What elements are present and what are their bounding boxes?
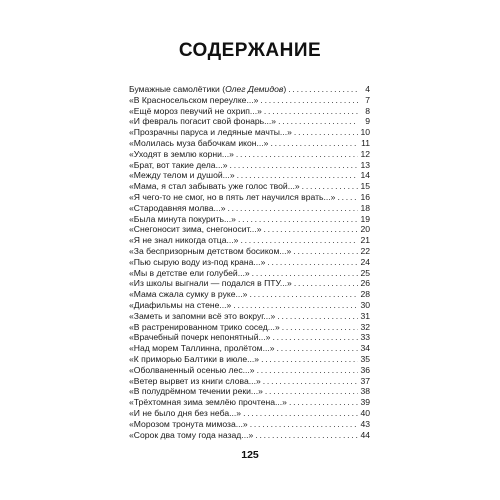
toc-entry-title: «И февраль погасит свой фонарь...» bbox=[129, 116, 277, 127]
toc-entry-title: «Диафильмы на стене...» bbox=[129, 299, 232, 310]
toc-entry-page: 44 bbox=[360, 429, 370, 440]
toc-entry-page: 13 bbox=[360, 159, 370, 170]
toc-entry-title: «Была минута покурить...» bbox=[129, 213, 236, 224]
toc-entry-title: «Ещё мороз певучий не охрип...» bbox=[129, 105, 262, 116]
toc-leader-dots bbox=[294, 127, 358, 138]
toc-entry-page: 37 bbox=[360, 375, 370, 386]
toc-entry bbox=[129, 332, 370, 343]
toc-entry-page: 22 bbox=[360, 245, 370, 256]
toc-entry bbox=[129, 224, 370, 235]
toc-leader-dots bbox=[263, 224, 358, 235]
toc-leader-dots bbox=[277, 311, 358, 322]
toc-entry bbox=[129, 397, 370, 408]
toc-entry-page: 30 bbox=[360, 299, 370, 310]
toc-leader-dots bbox=[282, 322, 358, 333]
toc-entry-page: 39 bbox=[360, 397, 370, 408]
toc-entry-title: «Мама сжала сумку в руке...» bbox=[129, 289, 248, 300]
toc-leader-dots bbox=[264, 106, 358, 117]
toc-entry-title: «Молилась муза бабочкам икон...» bbox=[129, 137, 269, 148]
toc-entry-page: 28 bbox=[360, 289, 370, 300]
toc-leader-dots bbox=[260, 95, 358, 106]
toc-entry-title: «Над морем Таллинна, пролётом...» bbox=[129, 343, 275, 354]
toc-entry-page: 15 bbox=[360, 181, 370, 192]
toc-entry-title: «В растренированном трико сосед...» bbox=[129, 321, 280, 332]
toc-entry-title: «Из школы выгнали — подался в ПТУ...» bbox=[129, 278, 292, 289]
toc-entry-page: 43 bbox=[360, 418, 370, 429]
toc-entry-page: 20 bbox=[360, 224, 370, 235]
toc-entry-page: 19 bbox=[360, 213, 370, 224]
toc-entry-title: «Снегоносит зима, снегоносит...» bbox=[129, 224, 262, 235]
toc-leader-dots bbox=[272, 332, 358, 343]
toc-entry-title: «Я не знал никогда отца...» bbox=[129, 235, 239, 246]
toc-entry-title: «К приморью Балтики в июле...» bbox=[129, 353, 260, 364]
toc-leader-dots bbox=[261, 354, 358, 365]
toc-entry bbox=[129, 257, 370, 268]
page-title: СОДЕРЖАНИЕ bbox=[178, 40, 322, 61]
toc-leader-dots bbox=[249, 289, 358, 300]
toc-leader-dots bbox=[294, 278, 358, 289]
toc-entry-page: 16 bbox=[360, 191, 370, 202]
toc-entry bbox=[129, 268, 370, 279]
toc-leader-dots bbox=[278, 116, 358, 127]
table-of-contents bbox=[129, 84, 370, 440]
toc-entry bbox=[129, 235, 370, 246]
toc-entry bbox=[129, 386, 370, 397]
toc-entry bbox=[129, 95, 370, 106]
toc-entry-page: 12 bbox=[360, 148, 370, 159]
toc-leader-dots bbox=[302, 181, 358, 192]
toc-entry bbox=[129, 192, 370, 203]
toc-entry-title: «Уходят в землю корни...» bbox=[129, 148, 234, 159]
toc-entry bbox=[129, 354, 370, 365]
toc-entry-title: «Прозрачны паруса и ледяные мачты...» bbox=[129, 127, 292, 138]
toc-entry bbox=[129, 246, 370, 257]
toc-leader-dots bbox=[230, 160, 358, 171]
toc-leader-dots bbox=[293, 246, 358, 257]
toc-entry-title: «Оболваненный осенью лес...» bbox=[129, 364, 255, 375]
toc-entry-author: Олег Демидов bbox=[225, 84, 284, 94]
toc-entry bbox=[129, 106, 370, 117]
toc-leader-dots bbox=[337, 192, 358, 203]
toc-entry bbox=[129, 149, 370, 160]
toc-leader-dots bbox=[238, 214, 358, 225]
toc-entry bbox=[129, 311, 370, 322]
toc-entry bbox=[129, 214, 370, 225]
toc-entry-title: «Врачебный почерк непонятный...» bbox=[129, 332, 271, 343]
toc-leader-dots bbox=[265, 386, 358, 397]
toc-leader-dots bbox=[257, 365, 358, 376]
page-number: 125 bbox=[241, 449, 259, 461]
toc-entry-page: 10 bbox=[360, 127, 370, 138]
toc-entry-title: «Сорок два тому года назад...» bbox=[129, 429, 254, 440]
toc-entry-title: «Брат, вот такие дела...» bbox=[129, 159, 228, 170]
toc-entry-page: 14 bbox=[360, 170, 370, 181]
toc-entry-title: «Между телом и душой...» bbox=[129, 170, 235, 181]
toc-entry-page: 33 bbox=[360, 332, 370, 343]
toc-entry-title: «Мы в детстве ели голубей...» bbox=[129, 267, 250, 278]
toc-entry bbox=[129, 160, 370, 171]
toc-entry-page: 21 bbox=[360, 235, 370, 246]
toc-entry bbox=[129, 322, 370, 333]
toc-entry-title: «За беспризорным детством босиком...» bbox=[129, 245, 292, 256]
toc-entry bbox=[129, 430, 370, 441]
toc-entry-title: «В полудрёмном течении реки...» bbox=[129, 386, 263, 397]
toc-entry-title: «Пью сырую воду из-под крана...» bbox=[129, 256, 266, 267]
toc-entry-page: 8 bbox=[365, 105, 370, 116]
toc-leader-dots bbox=[250, 419, 358, 430]
toc-leader-dots bbox=[240, 235, 358, 246]
toc-entry-title: «Трёхтомная зима землёю прочтена...» bbox=[129, 397, 287, 408]
toc-leader-dots bbox=[252, 268, 358, 279]
toc-entry bbox=[129, 343, 370, 354]
toc-entry-title: «Заметь и запомни всё это вокруг...» bbox=[129, 310, 276, 321]
toc-entry-page: 4 bbox=[365, 84, 370, 94]
toc-entry bbox=[129, 127, 370, 138]
toc-entry-page: 11 bbox=[361, 137, 370, 148]
toc-leader-dots bbox=[288, 84, 358, 95]
toc-entry-title: «Мама, я стал забывать уже голос твой...» bbox=[129, 181, 300, 192]
toc-leader-dots bbox=[233, 300, 358, 311]
toc-leader-dots bbox=[270, 138, 358, 149]
toc-leader-dots bbox=[237, 170, 358, 181]
toc-entry-page: 32 bbox=[360, 321, 370, 332]
toc-leader-dots bbox=[277, 343, 358, 354]
toc-entry-title: «Я чего-то не смог, но в пять лет научился врать...» bbox=[129, 191, 336, 202]
toc-entry-page: 34 bbox=[360, 343, 370, 354]
toc-entry-title: «Стародавняя молва...» bbox=[129, 202, 226, 213]
toc-entry bbox=[129, 300, 370, 311]
toc-entry-page: 9 bbox=[365, 116, 370, 127]
toc-entry-page: 36 bbox=[360, 364, 370, 375]
toc-entry bbox=[129, 419, 370, 430]
toc-leader-dots bbox=[289, 397, 358, 408]
toc-entry bbox=[129, 365, 370, 376]
toc-entry-page: 40 bbox=[360, 407, 370, 418]
toc-entry bbox=[129, 376, 370, 387]
toc-entry-page: 7 bbox=[365, 94, 370, 105]
toc-entry-page: 35 bbox=[360, 353, 370, 364]
toc-leader-dots bbox=[267, 257, 358, 268]
toc-entry-page: 26 bbox=[360, 278, 370, 289]
toc-leader-dots bbox=[263, 376, 358, 387]
toc-entry bbox=[129, 84, 370, 95]
toc-entry-page: 31 bbox=[360, 310, 370, 321]
toc-entry bbox=[129, 278, 370, 289]
toc-entry bbox=[129, 170, 370, 181]
toc-entry-title: «Морозом тронута мимоза...» bbox=[129, 418, 248, 429]
toc-leader-dots bbox=[243, 408, 358, 419]
toc-entry-page: 24 bbox=[360, 256, 370, 267]
toc-entry-title: «Ветер вырвет из книги слова...» bbox=[129, 375, 261, 386]
toc-leader-dots bbox=[255, 430, 358, 441]
toc-entry bbox=[129, 408, 370, 419]
toc-entry-title: «И не было дня без неба...» bbox=[129, 407, 242, 418]
toc-entry bbox=[129, 116, 370, 127]
toc-leader-dots bbox=[236, 149, 358, 160]
toc-entry bbox=[129, 181, 370, 192]
toc-leader-dots bbox=[227, 203, 358, 214]
toc-entry-page: 25 bbox=[360, 267, 370, 278]
toc-entry bbox=[129, 289, 370, 300]
toc-entry bbox=[129, 138, 370, 149]
toc-entry-page: 18 bbox=[360, 202, 370, 213]
toc-entry-title: Бумажные самолётики (Олег Демидов) bbox=[129, 84, 287, 94]
toc-entry-page: 38 bbox=[360, 386, 370, 397]
toc-entry bbox=[129, 203, 370, 214]
toc-entry-title: «В Красносельском переулке...» bbox=[129, 94, 259, 105]
